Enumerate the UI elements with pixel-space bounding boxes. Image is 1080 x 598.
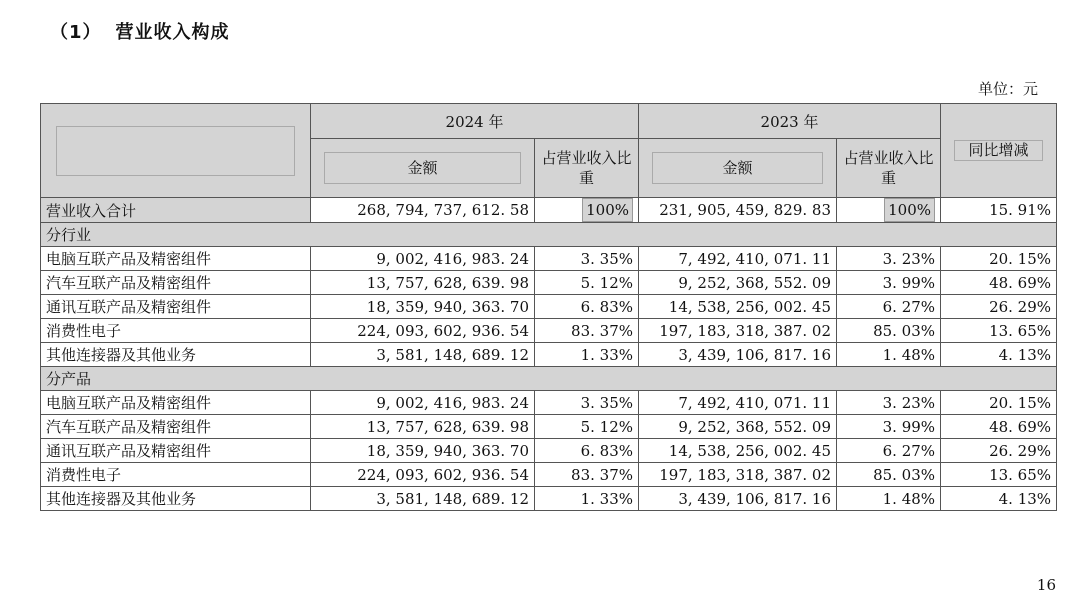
row-label: 其他连接器及其他业务	[41, 487, 311, 511]
cell-share-2024: 3. 35%	[535, 391, 639, 415]
cell-yoy: 13. 65%	[941, 463, 1057, 487]
header-yoy-cell	[941, 104, 1057, 198]
total-label: 营业收入合计	[41, 198, 311, 223]
header-row-years	[41, 104, 1057, 139]
header-share-2023: 占营业收入比重	[843, 148, 934, 187]
cell-share-2023: 6. 27%	[837, 295, 941, 319]
table-row	[41, 343, 1057, 367]
cell-amount-2024: 18, 359, 940, 363. 70	[311, 295, 535, 319]
cell-share-2023: 6. 27%	[837, 439, 941, 463]
table-row	[41, 439, 1057, 463]
total-yoy: 15. 91%	[941, 198, 1057, 223]
cell-amount-2023: 7, 492, 410, 071. 11	[639, 247, 837, 271]
cell-yoy: 26. 29%	[941, 439, 1057, 463]
cell-share-2023: 1. 48%	[837, 343, 941, 367]
cell-share-2024: 3. 35%	[535, 247, 639, 271]
header-blank-box	[56, 126, 295, 176]
header-amount-2023-cell	[639, 139, 837, 198]
table-row	[41, 463, 1057, 487]
header-amount-2024-cell	[311, 139, 535, 198]
cell-share-2024: 1. 33%	[535, 487, 639, 511]
cell-amount-2024: 224, 093, 602, 936. 54	[311, 319, 535, 343]
cell-yoy: 20. 15%	[941, 247, 1057, 271]
total-share-2024: 100%	[582, 198, 633, 222]
cell-amount-2023: 9, 252, 368, 552. 09	[639, 271, 837, 295]
section-header-row	[41, 367, 1057, 391]
cell-share-2023: 85. 03%	[837, 319, 941, 343]
table-row	[41, 247, 1057, 271]
total-amount-2023: 231, 905, 459, 829. 83	[639, 198, 837, 223]
cell-amount-2023: 197, 183, 318, 387. 02	[639, 463, 837, 487]
unit-label: 单位：元	[977, 80, 1038, 98]
table-row	[41, 319, 1057, 343]
table-row	[41, 415, 1057, 439]
row-label: 通讯互联产品及精密组件	[41, 295, 311, 319]
cell-yoy: 4. 13%	[941, 487, 1057, 511]
row-label: 消费性电子	[41, 463, 311, 487]
cell-share-2024: 5. 12%	[535, 271, 639, 295]
total-share-2023-cell	[837, 198, 941, 223]
table-row	[41, 295, 1057, 319]
cell-amount-2023: 14, 538, 256, 002. 45	[639, 439, 837, 463]
heading-number: （1）	[50, 22, 102, 43]
section-title: 分行业	[41, 223, 1057, 247]
heading-title: 营业收入构成	[115, 22, 230, 43]
cell-amount-2023: 9, 252, 368, 552. 09	[639, 415, 837, 439]
cell-amount-2024: 9, 002, 416, 983. 24	[311, 391, 535, 415]
cell-share-2024: 1. 33%	[535, 343, 639, 367]
cell-amount-2024: 9, 002, 416, 983. 24	[311, 247, 535, 271]
table-row	[41, 487, 1057, 511]
row-label: 汽车互联产品及精密组件	[41, 271, 311, 295]
cell-share-2024: 6. 83%	[535, 295, 639, 319]
cell-amount-2023: 7, 492, 410, 071. 11	[639, 391, 837, 415]
header-share-2024-cell	[535, 139, 639, 198]
section-heading	[50, 18, 230, 44]
row-label: 消费性电子	[41, 319, 311, 343]
row-label: 电脑互联产品及精密组件	[41, 391, 311, 415]
cell-amount-2023: 3, 439, 106, 817. 16	[639, 343, 837, 367]
cell-share-2023: 3. 99%	[837, 415, 941, 439]
cell-yoy: 48. 69%	[941, 271, 1057, 295]
row-label: 汽车互联产品及精密组件	[41, 415, 311, 439]
cell-share-2024: 6. 83%	[535, 439, 639, 463]
header-share-2023-cell	[837, 139, 941, 198]
cell-share-2024: 83. 37%	[535, 463, 639, 487]
revenue-composition-table	[40, 103, 1057, 511]
table-row	[41, 271, 1057, 295]
cell-amount-2023: 197, 183, 318, 387. 02	[639, 319, 837, 343]
cell-amount-2024: 224, 093, 602, 936. 54	[311, 463, 535, 487]
section-title: 分产品	[41, 367, 1057, 391]
header-amount-2024: 金额	[324, 152, 521, 185]
cell-share-2024: 5. 12%	[535, 415, 639, 439]
header-share-2024: 占营业收入比重	[541, 148, 632, 187]
cell-yoy: 20. 15%	[941, 391, 1057, 415]
page-number: 16	[1036, 576, 1056, 594]
cell-amount-2024: 18, 359, 940, 363. 70	[311, 439, 535, 463]
table-row	[41, 391, 1057, 415]
total-share-2024-cell	[535, 198, 639, 223]
header-blank-cell	[41, 104, 311, 198]
row-label: 通讯互联产品及精密组件	[41, 439, 311, 463]
cell-yoy: 13. 65%	[941, 319, 1057, 343]
total-row	[41, 198, 1057, 223]
total-amount-2024: 268, 794, 737, 612. 58	[311, 198, 535, 223]
cell-share-2023: 3. 23%	[837, 247, 941, 271]
cell-share-2023: 3. 23%	[837, 391, 941, 415]
header-year-2024: 2024 年	[311, 104, 639, 139]
cell-amount-2023: 3, 439, 106, 817. 16	[639, 487, 837, 511]
section-header-row	[41, 223, 1057, 247]
row-label: 电脑互联产品及精密组件	[41, 247, 311, 271]
cell-amount-2024: 13, 757, 628, 639. 98	[311, 415, 535, 439]
cell-share-2023: 85. 03%	[837, 463, 941, 487]
cell-share-2023: 1. 48%	[837, 487, 941, 511]
header-amount-2023: 金额	[652, 152, 823, 185]
cell-share-2023: 3. 99%	[837, 271, 941, 295]
cell-amount-2024: 3, 581, 148, 689. 12	[311, 487, 535, 511]
row-label: 其他连接器及其他业务	[41, 343, 311, 367]
header-year-2023: 2023 年	[639, 104, 941, 139]
total-share-2023: 100%	[884, 198, 935, 222]
cell-yoy: 26. 29%	[941, 295, 1057, 319]
cell-yoy: 4. 13%	[941, 343, 1057, 367]
cell-amount-2023: 14, 538, 256, 002. 45	[639, 295, 837, 319]
cell-amount-2024: 3, 581, 148, 689. 12	[311, 343, 535, 367]
cell-yoy: 48. 69%	[941, 415, 1057, 439]
cell-share-2024: 83. 37%	[535, 319, 639, 343]
cell-amount-2024: 13, 757, 628, 639. 98	[311, 271, 535, 295]
header-yoy: 同比增减	[954, 140, 1043, 161]
